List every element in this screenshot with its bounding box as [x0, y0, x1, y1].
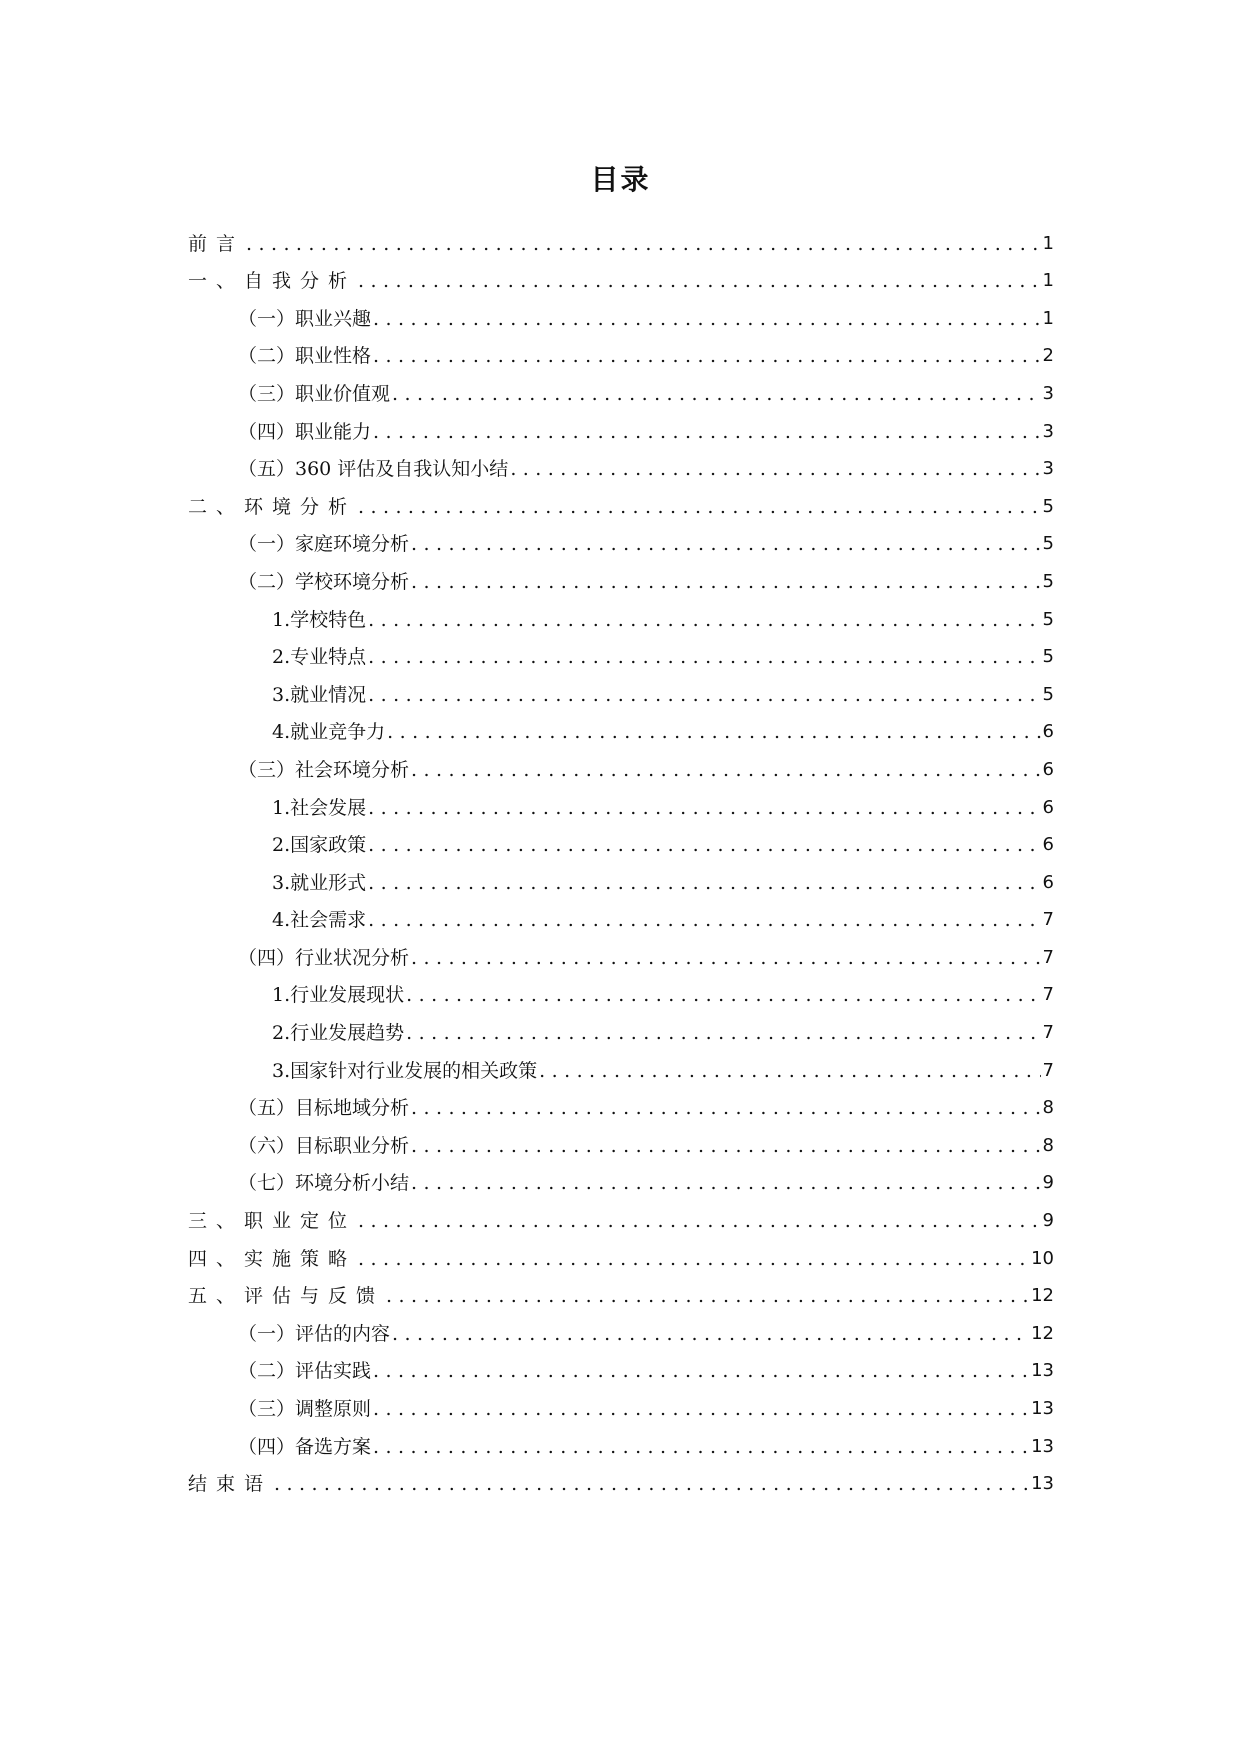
toc-entry-label: 1.学校特色 — [272, 608, 367, 631]
toc-page-number: 7 — [1042, 909, 1054, 931]
toc-dot-leader — [392, 381, 1041, 407]
toc-dot-leader — [411, 1170, 1041, 1196]
toc-page-number: 12 — [1031, 1285, 1054, 1307]
toc-entry[interactable] — [188, 332, 1054, 370]
toc-page-number: 3 — [1042, 382, 1054, 404]
toc-entry[interactable] — [188, 482, 1054, 520]
toc-page-number: 9 — [1042, 1210, 1054, 1232]
toc-entry[interactable] — [188, 708, 1054, 746]
toc-entry-label: 二、环境分析 — [188, 495, 357, 518]
toc-entry[interactable] — [188, 1460, 1054, 1498]
toc-entry[interactable] — [188, 1159, 1054, 1197]
toc-entry-label: 4.就业竞争力 — [272, 721, 386, 744]
toc-entry-label: （三）职业价值观 — [238, 382, 391, 405]
toc-page-number: 6 — [1042, 758, 1054, 780]
toc-page-number: 10 — [1031, 1247, 1054, 1269]
toc-entry-label: （四）职业能力 — [238, 420, 372, 443]
toc-dot-leader — [392, 1321, 1029, 1347]
toc-entry-label: 3.就业情况 — [272, 683, 367, 706]
toc-entry-label: （五）360 评估及自我认知小结 — [238, 458, 509, 481]
toc-page-number: 6 — [1042, 796, 1054, 818]
toc-dot-leader — [373, 1358, 1029, 1384]
toc-page-number: 5 — [1042, 646, 1054, 668]
toc-entry[interactable] — [188, 1008, 1054, 1046]
toc-page-number: 1 — [1042, 232, 1054, 254]
toc-entry[interactable] — [188, 821, 1054, 859]
toc-entry[interactable] — [188, 896, 1054, 934]
toc-entry[interactable] — [188, 633, 1054, 671]
toc-entry-label: 三、职业定位 — [188, 1210, 357, 1233]
toc-dot-leader — [373, 306, 1041, 332]
toc-entry[interactable] — [188, 933, 1054, 971]
toc-entry-label: 1.行业发展现状 — [272, 984, 405, 1007]
toc-entry-label: 五、评估与反馈 — [188, 1285, 385, 1308]
toc-entry[interactable] — [188, 1309, 1054, 1347]
toc-dot-leader — [411, 1133, 1041, 1159]
toc-entry[interactable] — [188, 1121, 1054, 1159]
toc-dot-leader — [368, 907, 1040, 933]
toc-dot-leader — [368, 795, 1040, 821]
toc-page-number: 13 — [1031, 1398, 1054, 1419]
toc-entry[interactable] — [188, 1196, 1054, 1234]
toc-entry-label: 一、自我分析 — [188, 270, 357, 293]
toc-dot-leader — [539, 1058, 1040, 1084]
toc-entry[interactable] — [188, 783, 1054, 821]
toc-page-number: 5 — [1042, 570, 1054, 592]
toc-dot-leader — [368, 682, 1040, 708]
toc-page-number: 5 — [1042, 533, 1054, 555]
toc-entry-label: （一）职业兴趣 — [238, 307, 372, 330]
toc-entry[interactable] — [188, 670, 1054, 708]
toc-entry-label: 3.国家针对行业发展的相关政策 — [272, 1059, 538, 1082]
toc-entry[interactable] — [188, 971, 1054, 1009]
toc-entry-label: （一）家庭环境分析 — [238, 533, 410, 556]
toc-entry[interactable] — [188, 858, 1054, 896]
toc-entry-label: 四、实施策略 — [188, 1247, 357, 1270]
toc-page-number: 13 — [1031, 1473, 1054, 1495]
toc-page-number: 12 — [1031, 1322, 1054, 1344]
toc-entry-label: （四）行业状况分析 — [238, 946, 410, 969]
toc-entry[interactable] — [188, 1347, 1054, 1385]
toc-dot-leader — [386, 1283, 1029, 1309]
toc-entry-label: （二）职业性格 — [238, 345, 372, 368]
toc-dot-leader — [411, 945, 1041, 971]
toc-entry-label: （四）备选方案 — [238, 1435, 372, 1458]
toc-page-number: 13 — [1031, 1435, 1054, 1457]
toc-entry-label: （三）社会环境分析 — [238, 758, 410, 781]
toc-dot-leader — [406, 1020, 1040, 1046]
toc-entry-label: 结束语 — [188, 1473, 273, 1496]
toc-entry-label: 2.国家政策 — [272, 834, 367, 857]
toc-page-number: 3 — [1042, 420, 1054, 442]
toc-entry[interactable] — [188, 595, 1054, 633]
toc-entry[interactable] — [188, 557, 1054, 595]
toc-page-number: 5 — [1042, 608, 1054, 630]
toc-entry-label: （三）调整原则 — [238, 1398, 372, 1420]
toc-entry-label: 2.行业发展趋势 — [272, 1022, 405, 1045]
toc-dot-leader — [373, 343, 1041, 369]
toc-page-number: 5 — [1042, 495, 1054, 517]
toc-dot-leader — [358, 1208, 1041, 1234]
toc-entry-label: （一）评估的内容 — [238, 1322, 391, 1345]
toc-dot-leader — [373, 419, 1041, 445]
toc-page-number: 3 — [1042, 458, 1054, 480]
toc-page-number: 7 — [1042, 984, 1054, 1006]
toc-page-number: 8 — [1042, 1097, 1054, 1119]
toc-dot-leader — [246, 231, 1041, 257]
toc-entry[interactable] — [188, 1422, 1054, 1460]
toc-dot-leader — [358, 494, 1041, 520]
toc-entry[interactable] — [188, 1384, 1054, 1422]
toc-entry[interactable] — [188, 1234, 1054, 1272]
toc-page-number: 1 — [1042, 307, 1054, 329]
toc-page-number: 6 — [1042, 721, 1054, 743]
toc-entry[interactable] — [188, 745, 1054, 783]
toc-dot-leader — [368, 644, 1040, 670]
toc-entry[interactable] — [188, 1272, 1054, 1310]
toc-entry-label: 3.就业形式 — [272, 871, 367, 894]
toc-entry[interactable] — [188, 1084, 1054, 1122]
toc-page-number: 9 — [1042, 1172, 1054, 1194]
toc-entry[interactable] — [188, 445, 1054, 483]
toc-entry-label: 4.社会需求 — [272, 909, 367, 932]
toc-dot-leader — [373, 1396, 1029, 1422]
toc-entry[interactable] — [188, 520, 1054, 558]
toc-page-number: 6 — [1042, 871, 1054, 893]
toc-title: 目录 — [590, 163, 651, 196]
toc-page-number: 13 — [1031, 1360, 1054, 1382]
toc-page-number: 1 — [1042, 270, 1054, 292]
toc-dot-leader — [358, 1246, 1029, 1272]
toc-entry-label: （五）目标地域分析 — [238, 1097, 410, 1120]
toc-dot-leader — [406, 982, 1040, 1008]
toc-dot-leader — [274, 1471, 1029, 1497]
toc-page-number: 2 — [1042, 345, 1054, 367]
toc-dot-leader — [368, 870, 1040, 896]
toc-dot-leader — [411, 531, 1041, 557]
toc-entry-label: （二）评估实践 — [238, 1360, 372, 1383]
table-of-contents — [188, 219, 1054, 1497]
toc-dot-leader — [387, 719, 1040, 745]
toc-dot-leader — [368, 832, 1040, 858]
toc-dot-leader — [373, 1434, 1029, 1460]
toc-entry-label: （六）目标职业分析 — [238, 1134, 410, 1157]
toc-page-number: 6 — [1042, 834, 1054, 856]
toc-page-number: 7 — [1042, 1059, 1054, 1081]
toc-page-number: 8 — [1042, 1134, 1054, 1156]
toc-dot-leader — [368, 607, 1040, 633]
toc-dot-leader — [411, 1095, 1041, 1121]
toc-entry-label: （七）环境分析小结 — [238, 1172, 410, 1195]
toc-page-number: 7 — [1042, 946, 1054, 968]
toc-entry-label: 2.专业特点 — [272, 646, 367, 669]
toc-page-number: 7 — [1042, 1022, 1054, 1044]
toc-entry[interactable] — [188, 219, 1054, 257]
toc-entry-label: （二）学校环境分析 — [238, 570, 410, 593]
toc-entry[interactable] — [188, 407, 1054, 445]
toc-dot-leader — [411, 569, 1041, 595]
toc-page-number: 5 — [1042, 683, 1054, 705]
toc-entry[interactable] — [188, 257, 1054, 295]
toc-dot-leader — [510, 456, 1040, 482]
toc-entry[interactable] — [188, 294, 1054, 332]
toc-entry[interactable] — [188, 369, 1054, 407]
toc-dot-leader — [411, 757, 1041, 783]
toc-dot-leader — [358, 268, 1041, 294]
toc-entry-label: 前言 — [188, 232, 245, 255]
toc-entry[interactable] — [188, 1046, 1054, 1084]
toc-entry-label: 1.社会发展 — [272, 796, 367, 819]
